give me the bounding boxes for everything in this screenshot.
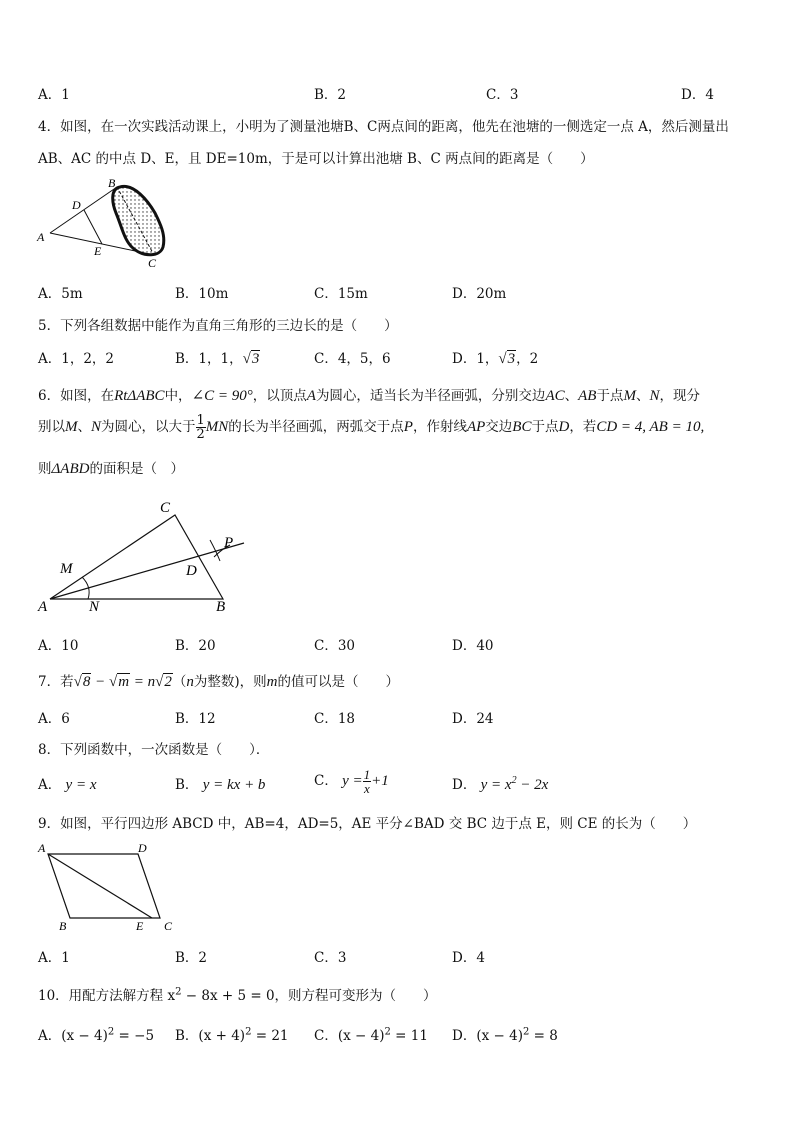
q4-choice-b: B．10m — [175, 286, 229, 302]
q10-choice-b: B．$(x + 4)^2 = 21$ — [175, 1026, 289, 1044]
q9-choice-b: B．2 — [175, 950, 208, 966]
q9-choice-d: D．4 — [452, 950, 485, 966]
q6-label-a: A — [38, 599, 48, 615]
q6-label-d: D — [186, 563, 197, 579]
q8-choice-c: C． y = $\frac{1}{x}$ +1 — [314, 767, 389, 796]
q4-choice-d: D．20m — [452, 286, 507, 302]
q4-label-c: C — [148, 256, 157, 270]
q6-choice-b: B．20 — [175, 638, 216, 654]
q9-label-a: A — [38, 841, 46, 855]
q10-stem: 10．用配方法解方程 $x^2 - 8x + 5 = 0$，则方程可变形为（ ） — [38, 986, 437, 1004]
q6-label-p: P — [224, 535, 234, 551]
q9-label-e: E — [136, 919, 144, 933]
q10-choice-c: C．$(x - 4)^2 = 11$ — [314, 1026, 428, 1044]
q6-label-m: M — [60, 561, 73, 577]
q4-label-b: B — [108, 176, 116, 190]
q7-stem: 7．若√8 − √m = n√2（n为整数)，则m的值可以是（ ） — [38, 674, 400, 690]
q5-choice-c: C．4，5，6 — [314, 351, 391, 367]
q6-label-n: N — [89, 599, 100, 615]
q6-label-b: B — [216, 599, 226, 615]
q8-stem: 8．下列函数中，一次函数是（ ）． — [38, 742, 270, 758]
q5-choice-d: D．1，√3，2 — [452, 351, 539, 367]
q9-parallelogram-figure — [30, 836, 190, 936]
q4-choice-a: A．5m — [38, 286, 83, 302]
q6-stem-line2: 别以M、N为圆心，以大于 $\frac{1}{2}$ MN的长为半径画弧，两弧交于点P，作射线AP交边BC于点D，若CD = 4, AB = 10, — [38, 413, 705, 442]
q10-choice-d: D．$(x - 4)^2 = 8$ — [452, 1026, 558, 1044]
q9-choice-c: C．3 — [314, 950, 347, 966]
q4-pond-figure — [30, 175, 180, 270]
q6-choice-c: C．30 — [314, 638, 356, 654]
q9-label-c: C — [164, 919, 173, 933]
q4-label-a: A — [37, 230, 45, 244]
q4-choice-c: C．15m — [314, 286, 368, 302]
q6-stem-line3: 则ΔABD的面积是（ ） — [38, 461, 184, 477]
q8-choice-d: D． $y = x^2 - 2x$ — [452, 775, 549, 793]
q7-choice-b: B．12 — [175, 711, 216, 727]
q10-choice-a: A．$(x - 4)^2 = -5$ — [38, 1026, 155, 1044]
q9-label-d: D — [138, 841, 147, 855]
q6-choice-a: A．10 — [38, 638, 79, 654]
q3-choice-d: D．4 — [681, 87, 714, 103]
q7-choice-c: C．18 — [314, 711, 356, 727]
q9-choice-a: A．1 — [38, 950, 70, 966]
q7-choice-a: A．6 — [38, 711, 70, 727]
q9-label-b: B — [59, 919, 67, 933]
q3-choice-c: C．3 — [486, 87, 519, 103]
q9-stem: 9．如图，平行四边形 ABCD 中，AB=4，AD=5，AE 平分∠BAD 交 BC 边于点 E，则 CE 的长为（ ） — [38, 816, 697, 832]
q3-choice-b: B．2 — [314, 87, 347, 103]
q8-choice-b: B． y = kx + b — [175, 777, 266, 793]
q4-stem-line1: 4．如图，在一次实践活动课上，小明为了测量池塘B、C两点间的距离，他先在池塘的一侧选定一点 A，然后测量出 — [38, 119, 729, 135]
q5-choice-b: B．1，1，√3 — [175, 351, 260, 367]
q5-stem: 5．下列各组数据中能作为直角三角形的三边长的是（ ） — [38, 318, 398, 334]
q6-label-c: C — [160, 500, 171, 516]
q6-triangle-figure — [30, 495, 255, 620]
q4-stem-line2: AB、AC 的中点 D、E，且 DE=10m，于是可以计算出池塘 B、C 两点间的距离是（ ） — [38, 151, 594, 167]
q6-stem-line1: 6．如图，在RtΔABC中，∠C = 90°，以顶点A为圆心，适当长为半径画弧，分别交边AC、AB于点M、N，现分 — [38, 388, 700, 404]
q7-choice-d: D．24 — [452, 711, 494, 727]
q4-label-d: D — [72, 198, 81, 212]
q3-choice-a: A．1 — [38, 87, 70, 103]
q6-choice-d: D．40 — [452, 638, 494, 654]
q5-choice-a: A．1，2，2 — [38, 351, 115, 367]
q4-label-e: E — [94, 244, 102, 258]
q8-choice-a: A． y = x — [38, 777, 97, 793]
